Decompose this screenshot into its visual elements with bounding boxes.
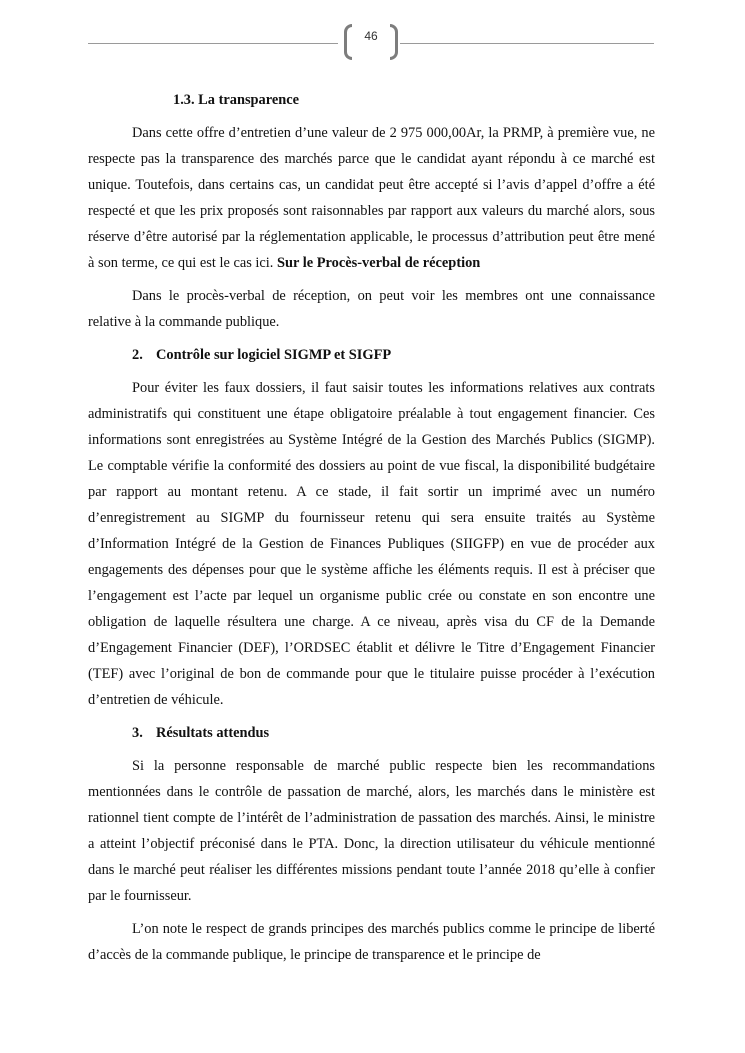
page-number-bracket-left	[344, 24, 352, 60]
paragraph-principes: L’on note le respect de grands principes des marchés publics comme le principe de liberté d’accès de la commande publique, le principe de transparence et le principe de	[88, 921, 655, 963]
paragraph-resultats: Si la personne responsable de marché public respecte bien les recommandations mentionnées dans le contrôle de passation de marché, alors, les marchés dans le ministère est rationnel tient compte de l’intérêt de l’administration de passation des marchés. Ainsi, le ministre a atteint l’objectif préconisé dans le PTA. Donc, la direction utilisateur du véhicule mentionné dans le marché peut réaliser les différentes missions pendant toute l’année 2018 qu’elle à confier par le fournisseur.	[88, 758, 655, 904]
section-heading-controle-logiciel	[88, 342, 655, 368]
section-title: Contrôle sur logiciel SIGMP et SIGFP	[156, 347, 392, 363]
section-heading-transparence: 1.3. La transparence	[173, 92, 300, 108]
header-rule-right	[400, 43, 654, 44]
page-number: 46	[364, 29, 378, 43]
section-heading-resultats	[88, 720, 655, 746]
section-number: 2.	[132, 347, 143, 363]
paragraph-transparence-text: Dans cette offre d’entretien d’une valeur de 2 975 000,00Ar, la PRMP, à première vue, ne respecte pas la transparence des marchés parce que le candidat ayant répondu à ce marché est unique. Toutefois, dans certains cas, un candidat peut être accepté si l’avis d’appel d’offre a été respecté et que les prix proposés sont raisonnables par rapport aux valeurs du marché alors, sous réserve d’être autorisé par la réglementation applicable, le processus d’attribution peut être mené à son terme, ce qui est le cas ici.	[88, 125, 655, 271]
subheading-proces-verbal: Sur le Procès-verbal de réception	[277, 255, 481, 271]
document-body	[88, 87, 655, 968]
section-title: Résultats attendus	[156, 725, 270, 741]
page-header	[88, 22, 654, 64]
paragraph-controle-logiciel: Pour éviter les faux dossiers, il faut saisir toutes les informations relatives aux contrats administratifs qui constituent une étape obligatoire préalable à tout engagement financier. Ces informations sont enregistrées au Système Intégré de la Gestion des Marchés Publics (SIGMP). Le comptable vérifie la conformité des dossiers au point de vue fiscal, la disponibilité budgétaire par rapport au montant retenu. A ce stade, il fait sortir un imprimé avec un numéro d’enregistrement au SIGMP du fournisseur retenu qui sera ensuite traités au Système d’Information Intégré de la Gestion de Finances Publiques (SIIGFP) en vue de procéder aux engagements des dépenses pour que le système affiche les éléments requis. Il est à préciser que l’engagement est l’acte par lequel un organisme public crée ou constate en son encontre une obligation de laquelle résultera une charge. A ce niveau, après visa du CF de la Demande d’Engagement Financier (DEF), l’ORDSEC établit et délivre le Titre d’Engagement Financier (TEF) avec l’original de bon de commande pour que le titulaire puisse procéder à l’exécution d’entretien de véhicule.	[88, 380, 655, 708]
header-rule-left	[88, 43, 338, 44]
paragraph-proces-verbal: Dans le procès-verbal de réception, on peut voir les membres ont une connaissance relative à la commande publique.	[88, 288, 655, 330]
section-number: 3.	[132, 725, 143, 741]
paragraph-transparence	[88, 120, 655, 276]
page-number-bracket-right	[390, 24, 398, 60]
